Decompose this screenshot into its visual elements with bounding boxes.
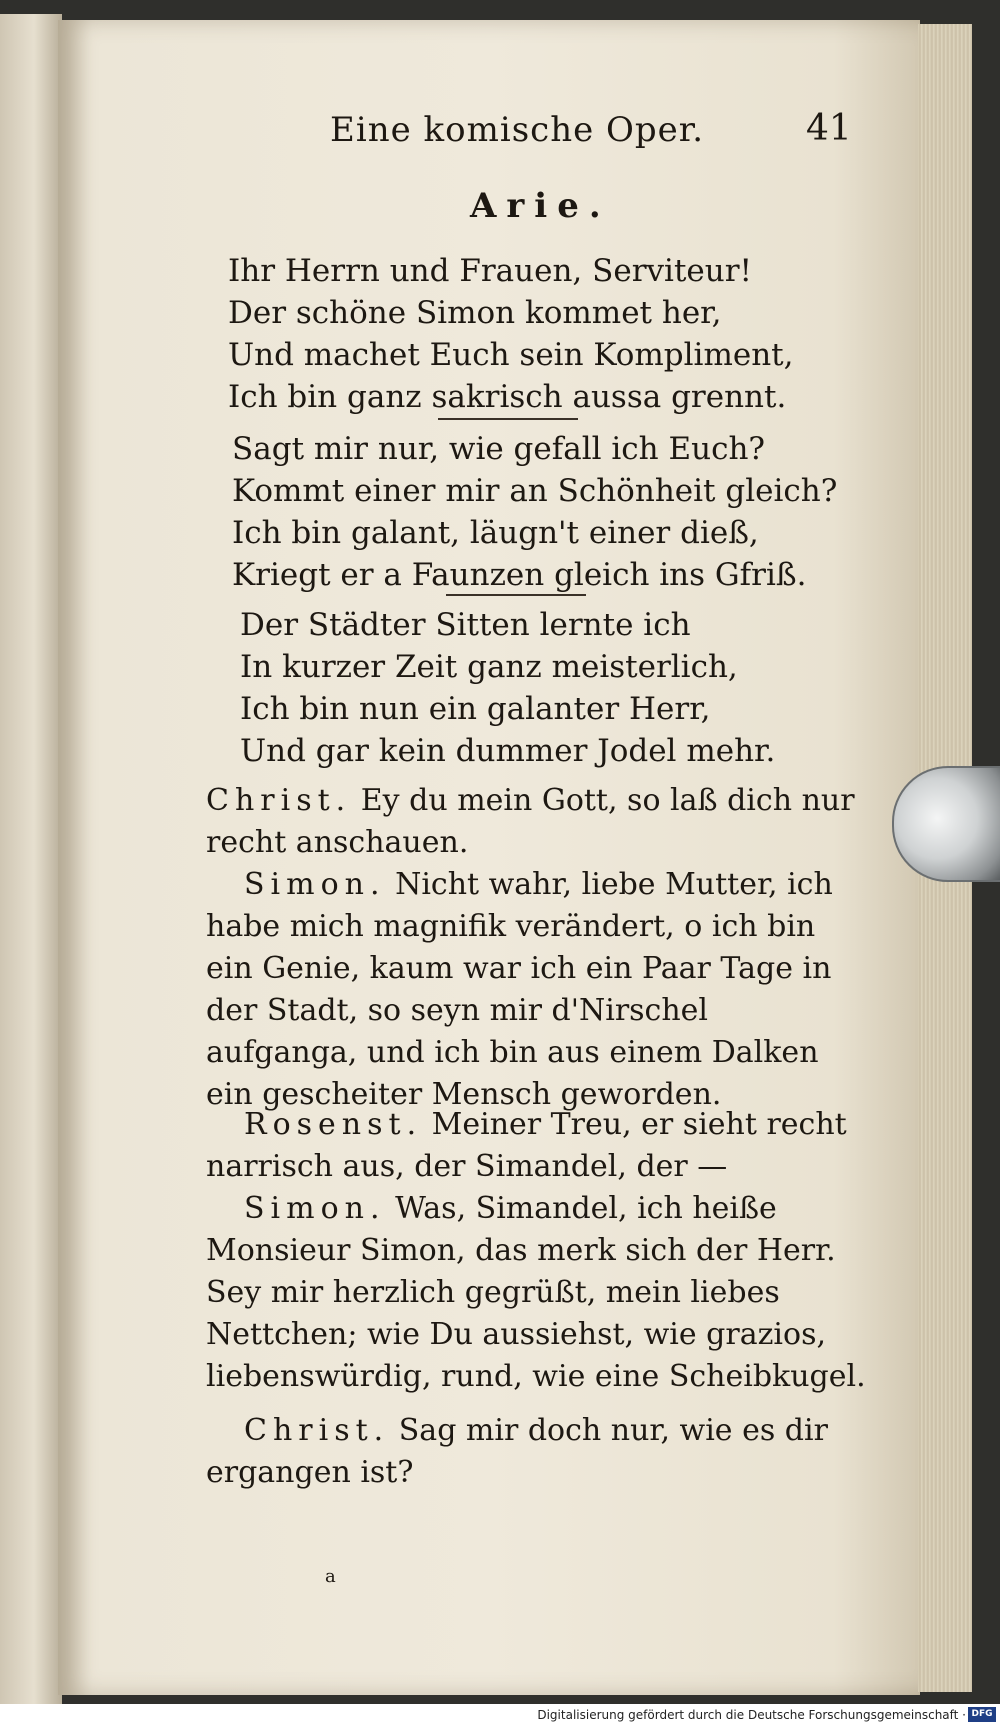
- speaker-name: Simon.: [244, 1191, 386, 1226]
- aria-title: Arie.: [470, 186, 611, 226]
- speaker-name: Christ.: [206, 783, 352, 818]
- digitization-footer: [0, 1704, 1000, 1726]
- stanza-2: [232, 428, 837, 596]
- dialogue-text: Sag mir doch nur, wie es dir ergangen ist?: [206, 1413, 828, 1490]
- dialogue-text: Ey du mein Gott, so laß dich nur recht anschauen.: [206, 783, 855, 860]
- verse-line: Ihr Herrn und Frauen, Serviteur!: [228, 253, 753, 289]
- verse-line: Und machet Euch sein Kompliment,: [228, 337, 794, 373]
- verse-line: Der schöne Simon kommet her,: [228, 295, 722, 331]
- footer-credit: Digitalisierung gefördert durch die Deutsche Forschungsgemeinschaft ·: [537, 1708, 966, 1722]
- dfg-logo-icon: DFG: [968, 1707, 996, 1722]
- verse-line: Und gar kein dummer Jodel mehr.: [240, 733, 776, 769]
- verse-line: Ich bin galant, läugn't einer dieß,: [232, 515, 759, 551]
- dialogue-text: Was, Simandel, ich heiße Monsieur Simon, das merk sich der Herr. Sey mir herzlich gegrüßt, mein liebes Nettchen; wie Du aussiehst, wie grazios, liebenswürdig, rund, wie eine Scheibkugel.: [206, 1191, 866, 1394]
- verse-line: Kommt einer mir an Schönheit gleich?: [232, 473, 838, 509]
- verse-line: Ich bin nun ein galanter Herr,: [240, 691, 711, 727]
- dialogue-text: Meiner Treu, er sieht recht narrisch aus, der Simandel, der —: [206, 1107, 847, 1184]
- running-head: Eine komische Oper.: [330, 110, 705, 150]
- speaker-name: Simon.: [244, 867, 386, 902]
- dialogue-text: Nicht wahr, liebe Mutter, ich habe mich magnifik verändert, o ich bin ein Genie, kaum war ich ein Paar Tage in der Stadt, so seyn mir d'Nirschel aufganga, und ich bin aus einem Dalken ein gescheiter Mensch geworden.: [206, 867, 833, 1112]
- verse-line: Sagt mir nur, wie gefall ich Euch?: [232, 431, 766, 467]
- verse-line: Kriegt er a Faunzen gleich ins Gfriß.: [232, 557, 807, 593]
- left-page-edge: [0, 14, 62, 1704]
- page-clip: [892, 766, 1000, 882]
- stanza-divider: [446, 594, 586, 596]
- dialogue-paragraph: [206, 1188, 866, 1398]
- dialogue-paragraph: [206, 1410, 866, 1494]
- stanza-divider: [438, 418, 578, 420]
- dialogue-paragraph: [206, 864, 866, 1116]
- verse-line: In kurzer Zeit ganz meisterlich,: [240, 649, 738, 685]
- verse-line: Ich bin ganz sakrisch aussa grennt.: [228, 379, 787, 415]
- stanza-3: [240, 604, 775, 772]
- dialogue-paragraph: [206, 1104, 866, 1188]
- dialogue-paragraph: [206, 780, 866, 864]
- page-number: 41: [806, 108, 852, 149]
- speaker-name: Rosenst.: [244, 1107, 423, 1142]
- signature-mark: a: [325, 1566, 336, 1587]
- stanza-1: [228, 250, 794, 418]
- verse-line: Der Städter Sitten lernte ich: [240, 607, 691, 643]
- speaker-name: Christ.: [244, 1413, 390, 1448]
